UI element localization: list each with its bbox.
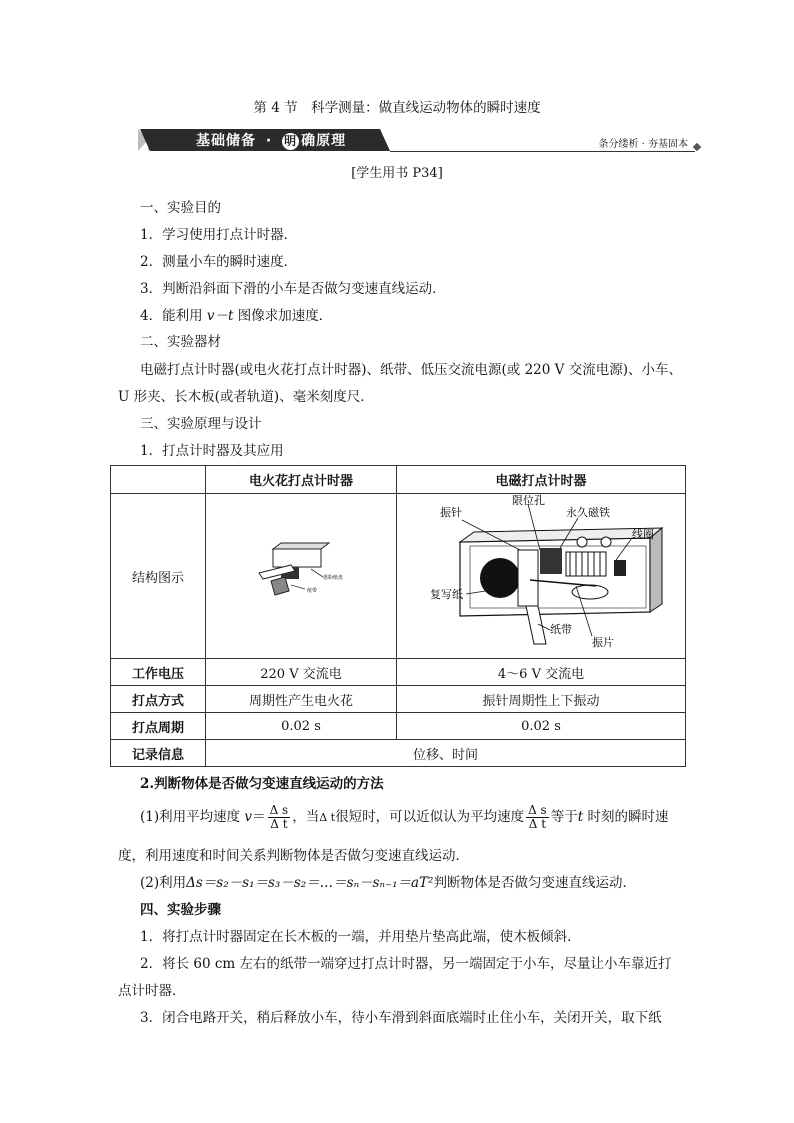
spark-timer-figure — [251, 539, 351, 609]
banner-rest-text: 确原理 — [301, 133, 347, 149]
section-heading: 二、实验器材 — [140, 334, 221, 350]
subheading: 2.判断物体是否做匀变速直线运动的方法 — [140, 776, 384, 792]
paragraph-line: 度，利用速度和时间关系判断物体是否做匀变速直线运动． — [118, 848, 469, 864]
table-header: 电火花打点计时器 — [206, 466, 397, 494]
em-label-reed: 振片 — [592, 636, 614, 649]
table-cell: 位移、时间 — [206, 740, 686, 767]
section-banner: 基础储备 · 明 确原理 条分缕析 · 夯基固本 — [140, 125, 700, 155]
table-row-label: 打点周期 — [111, 713, 206, 740]
table-row-label: 工作电压 — [111, 659, 206, 686]
list-item: 4．能利用 v－t 图像求加速度． — [140, 308, 333, 324]
banner-rule — [390, 151, 695, 152]
spark-label-paper: 纸带 — [307, 588, 318, 594]
spark-timer-image — [206, 494, 397, 659]
banner-ming-badge: 明 — [284, 134, 298, 148]
page-title: 第 4 节 科学测量：做直线运动物体的瞬时速度 — [253, 100, 541, 116]
table-row-label: 打点方式 — [111, 686, 206, 713]
book-reference: [学生用书 P34] — [351, 166, 443, 181]
banner-right-text: 条分缕析 · 夯基固本 — [598, 139, 688, 150]
section-heading: 三、实验原理与设计 — [140, 416, 262, 432]
list-item: 3．判断沿斜面下滑的小车是否做匀变速直线运动． — [140, 281, 446, 297]
em-label-magnet: 永久磁铁 — [566, 506, 610, 519]
table-cell: 振针周期性上下振动 — [397, 686, 686, 713]
paragraph-line: 电磁打点计时器(或电火花打点计时器)、纸带、低压交流电源(或 220 V 交流电源)、小车、 — [140, 362, 682, 378]
table-row-label: 结构图示 — [111, 494, 206, 659]
step-item: 1．将打点计时器固定在长木板的一端，并用垫片垫高此端，使木板倾斜． — [140, 929, 581, 945]
fraction-ds-dt: $\frac{\text{Δ s}}{\text{Δ t}}$ — [528, 803, 547, 831]
table-row-label: 记录信息 — [111, 740, 206, 767]
em-label-needle: 振针 — [440, 506, 462, 519]
section-heading: 一、实验目的 — [140, 200, 221, 216]
banner-left-text: 基础储备 — [196, 133, 256, 149]
section-heading: 四、实验步骤 — [140, 902, 221, 918]
step-item: 2．将长 60 cm 左右的纸带一端穿过打点计时器，另一端固定于小车，尽量让小车靠近打 — [140, 956, 672, 972]
table-cell: 周期性产生电火花 — [206, 686, 397, 713]
subheading: 1．打点计时器及其应用 — [140, 443, 284, 459]
em-label-carbon: 复写纸 — [430, 588, 463, 601]
list-item: 1．学习使用打点计时器． — [140, 227, 298, 243]
em-timer-image — [397, 494, 686, 659]
method-2-line: (2)利用Δs＝s₂－s₁＝s₃－s₂＝…＝sₙ－sₙ₋₁＝aT²判断物体是否做匀变速直线运动． — [140, 875, 636, 891]
table-cell: 220 V 交流电 — [206, 659, 397, 686]
table-cell: 4～6 V 交流电 — [397, 659, 686, 686]
table-cell: 0.02 s — [397, 713, 686, 740]
fraction-ds-dt: $\frac{\text{Δ s}}{\text{Δ t}}$ — [269, 803, 289, 831]
em-label-tape: 纸带 — [550, 623, 572, 636]
table-header: 电磁打点计时器 — [397, 466, 686, 494]
paragraph-line: U 形夹、长木板(或者轨道)、毫米刻度尺． — [118, 389, 374, 405]
step-item-cont: 点计时器． — [118, 983, 186, 999]
step-item: 3．闭合电路开关，稍后释放小车，待小车滑到斜面底端时止住小车，关闭开关，取下纸 — [140, 1010, 662, 1026]
em-label-limit: 限位孔 — [512, 494, 545, 507]
spark-label-disc: 墨粉纸盘 — [323, 575, 344, 581]
timer-comparison-table — [110, 465, 686, 767]
method-1-line: (1)利用平均速度 v＝ $\frac{\text{Δ s}}{\text{Δ t}}$ ，当Δ t很短时，可以近似认为平均速度 $\frac{\text{Δ s}}{\text{Δ t}}$ 等于t 时刻的瞬时速 — [140, 803, 669, 831]
diamond-icon — [693, 143, 701, 151]
em-label-coil: 线圈 — [632, 528, 654, 541]
list-item: 2．测量小车的瞬时速度． — [140, 254, 298, 270]
table-cell: 0.02 s — [206, 713, 397, 740]
em-timer-figure — [400, 494, 682, 654]
